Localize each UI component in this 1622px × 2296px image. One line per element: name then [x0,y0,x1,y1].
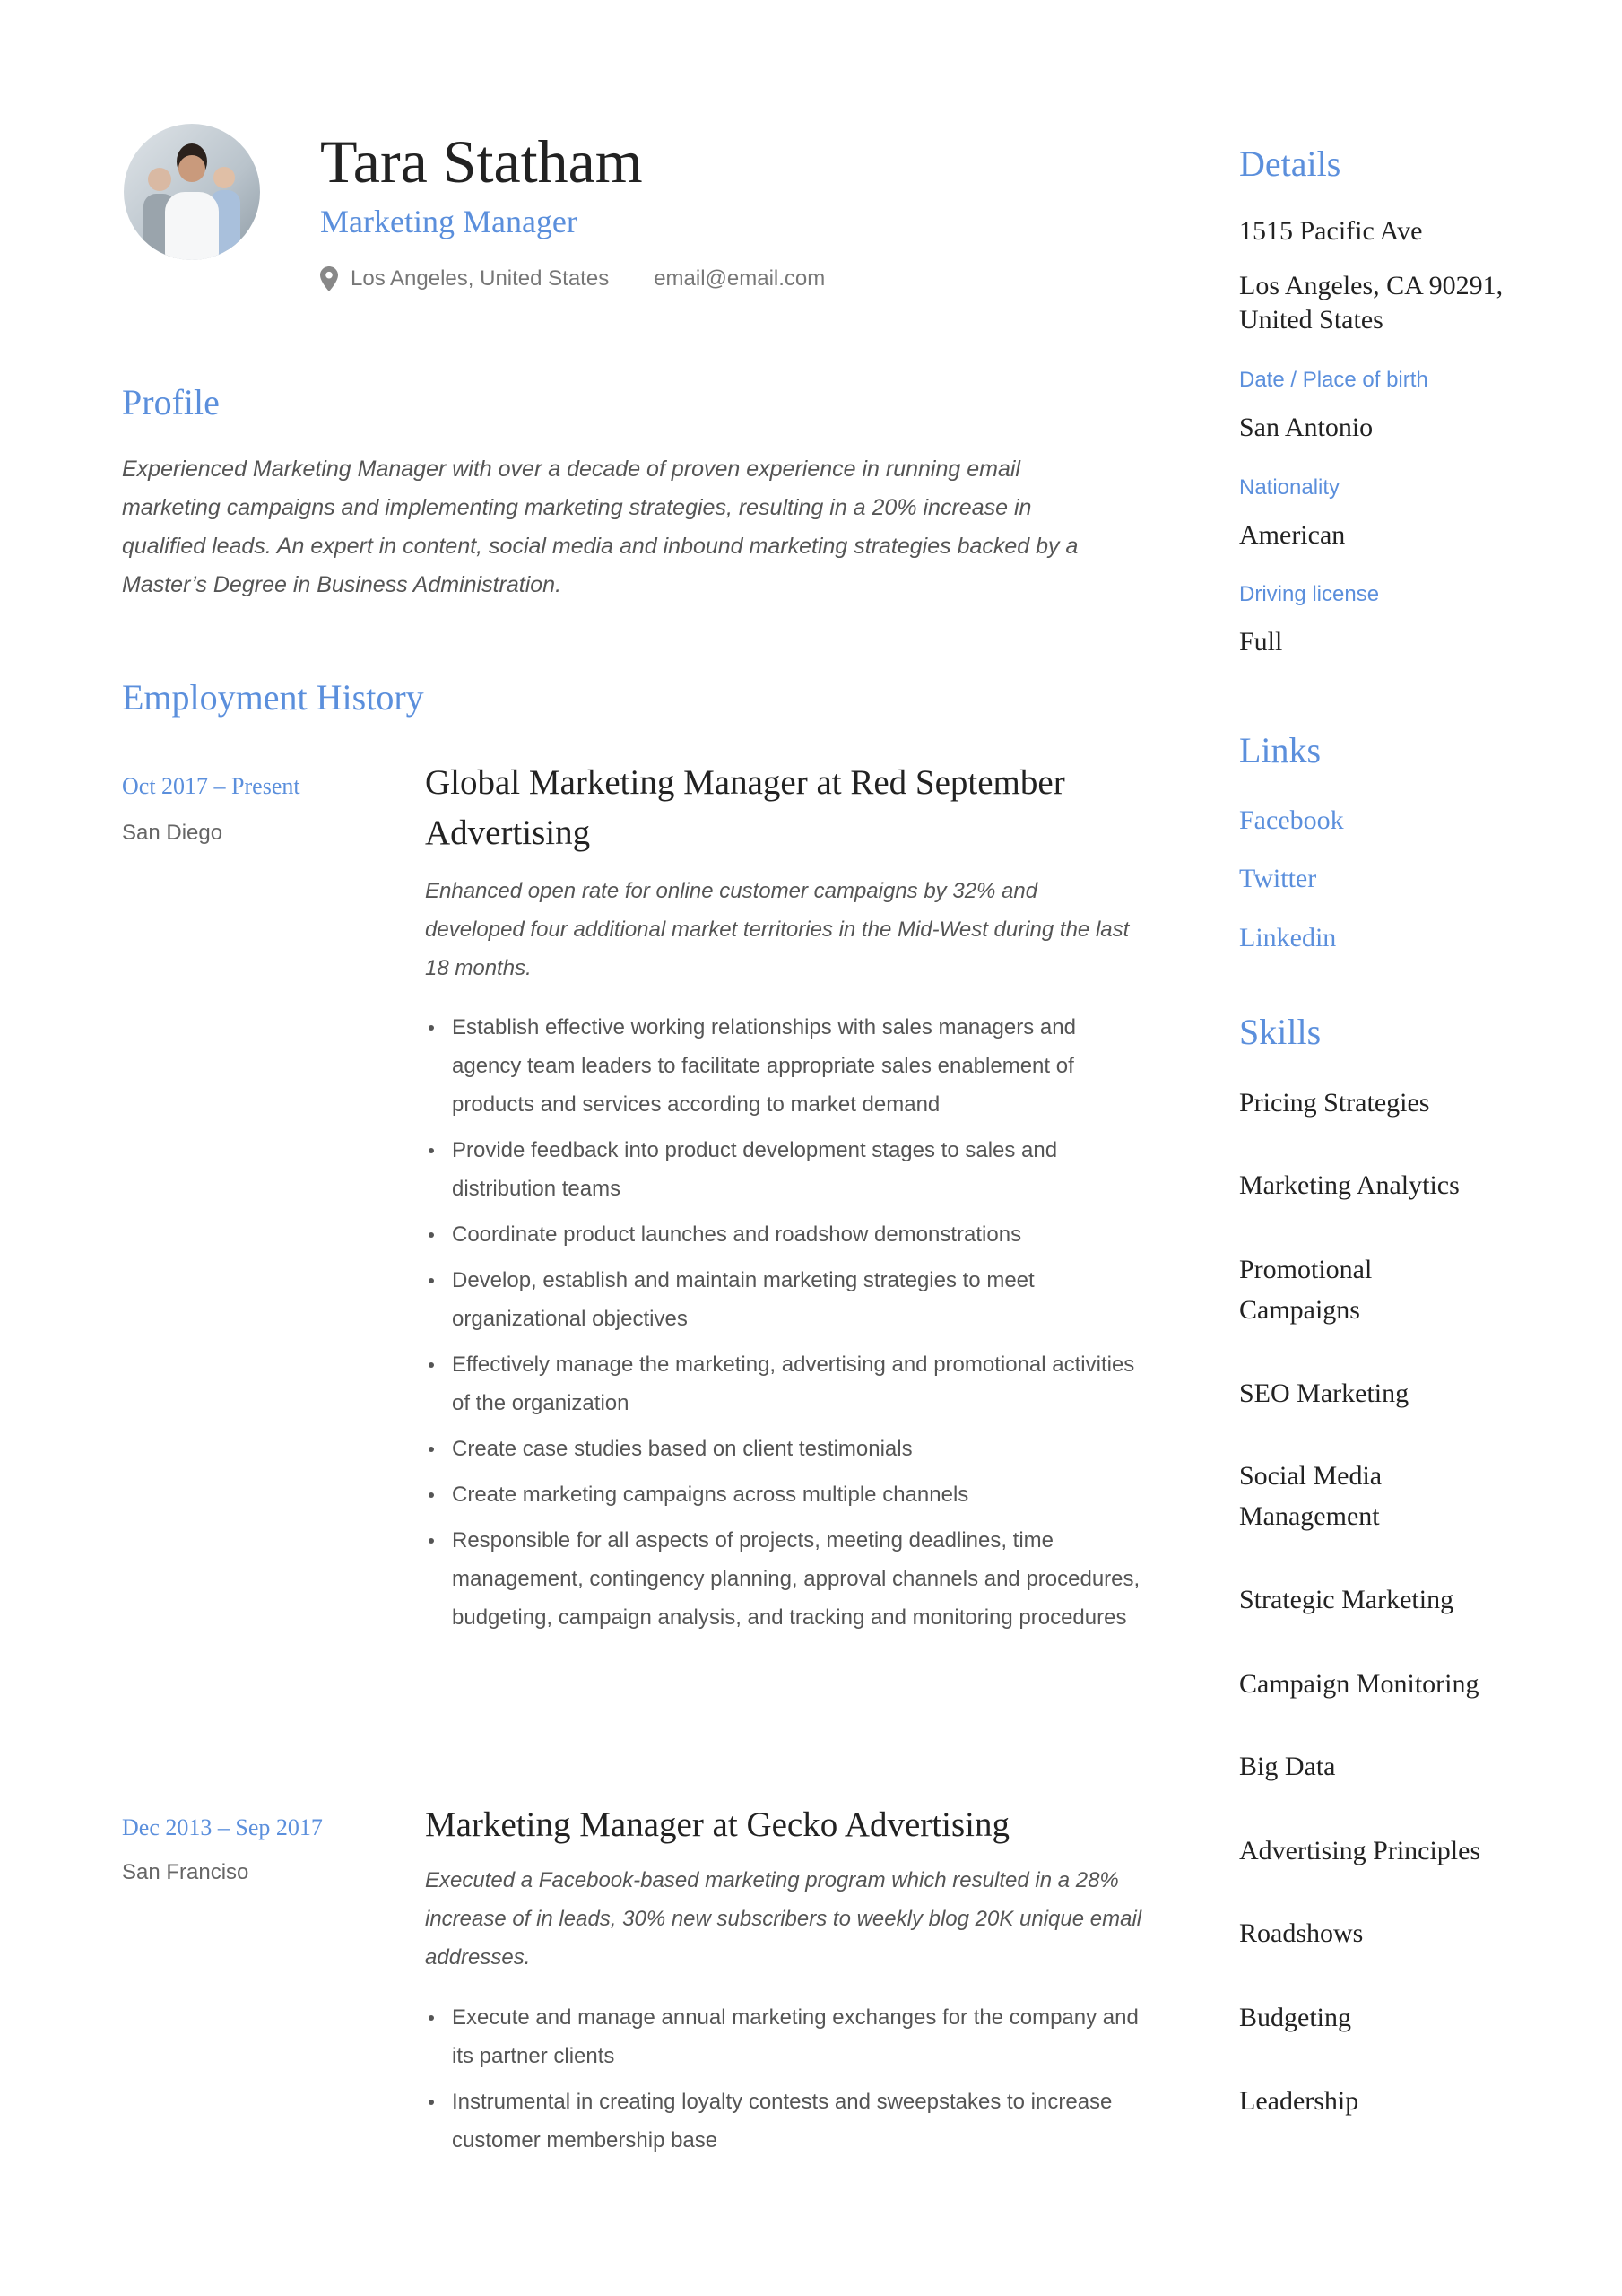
bullet-text: Provide feedback into product development stages to sales and distribution teams [452,1138,1058,1201]
bullet-text: Instrumental in creating loyalty contests and sweepstakes to increase customer membership base [452,2090,1113,2152]
email-text[interactable]: email@email.com [654,266,826,291]
bullet-icon [429,1025,434,1031]
candidate-name: Tara Statham [320,127,643,196]
bullet-icon [429,1362,434,1368]
job-description: Executed a Facebook-based marketing program which resulted in a 28% increase of in leads, 30% new subscribers to weekly blog 20K unique email addresses. [425,1868,1142,1970]
skill-item: Campaign Monitoring [1239,1669,1479,1699]
bullet-icon [429,2100,434,2105]
nationality-value: American [1239,520,1346,550]
bullet-icon [429,1538,434,1544]
job-dates: Dec 2013 – Sep 2017 [122,1814,323,1840]
details-heading: Details [1239,144,1341,184]
list-item [425,1261,1142,1338]
bullet-icon [429,1492,434,1498]
address-line-2: Los Angeles, CA 90291, United States [1239,271,1504,335]
list-item [425,1475,1142,1514]
profile-heading: Profile [122,382,220,422]
contact-row [320,265,825,292]
address-line-1: 1515 Pacific Ave [1239,216,1423,246]
job-bullets [425,1998,1142,2160]
bullet-text: Create marketing campaigns across multiple channels [452,1483,969,1507]
skill-item: Pricing Strategies [1239,1088,1430,1118]
bullet-text: Establish effective working relationships with sales managers and agency team leaders to facilitate appropriate sales enablement of products and services according to market demand [452,1015,1076,1117]
list-item [425,1131,1142,1208]
bullet-icon [429,2015,434,2021]
job-bullets [425,1008,1142,1637]
list-item [425,1521,1142,1637]
birth-label: Date / Place of birth [1239,368,1428,392]
employment-heading: Employment History [122,677,424,718]
job-title: Marketing Manager at Gecko Advertising [425,1805,1010,1844]
skill-item: Strategic Marketing [1239,1585,1454,1614]
skills-heading: Skills [1239,1012,1322,1052]
license-value: Full [1239,627,1283,657]
skill-item: Marketing Analytics [1239,1170,1460,1200]
bullet-icon [429,1278,434,1283]
job-entry [425,1800,1142,2167]
location-text: Los Angeles, United States [351,266,610,291]
job-entry [425,758,1142,1644]
bullet-text: Develop, establish and maintain marketing strategies to meet organizational objectives [452,1268,1035,1331]
license-label: Driving license [1239,582,1380,606]
job-dates: Oct 2017 – Present [122,773,300,799]
link-linkedin[interactable]: Linkedin [1239,923,1337,952]
skill-item: Big Data [1239,1752,1336,1781]
list-item [425,1998,1142,2075]
list-item [425,2083,1142,2160]
links-heading: Links [1239,730,1322,770]
birth-value: San Antonio [1239,413,1374,442]
bullet-text: Execute and manage annual marketing exchanges for the company and its partner clients [452,2005,1139,2068]
bullet-icon [429,1447,434,1452]
nationality-label: Nationality [1239,475,1340,500]
skill-item: Advertising Principles [1239,1836,1481,1866]
profile-photo [124,124,260,260]
list-item [425,1345,1142,1422]
skill-item: SEO Marketing [1239,1378,1409,1408]
bullet-text: Coordinate product launches and roadshow demonstrations [452,1222,1022,1247]
link-twitter[interactable]: Twitter [1239,864,1317,893]
skill-item: Budgeting [1239,2003,1351,2032]
skill-item: Promotional Campaigns [1239,1255,1373,1325]
bullet-icon [429,1232,434,1238]
job-title: Global Marketing Manager at Red September Advertising [425,763,1065,852]
profile-summary: Experienced Marketing Manager with over a decade of proven experience in running email marketing campaigns and implementing marketing strategies, resulting in a 20% increase in qualified leads. An expert in content, social media and inbound marketing strategies backed by a Master’s Degree in Business Administration. [122,457,1079,597]
job-description: Enhanced open rate for online customer campaigns by 32% and developed four additional market territories in the Mid-West during the last 18 months. [425,879,1130,980]
skill-item: Social Media Management [1239,1461,1383,1531]
skill-item: Leadership [1239,2086,1359,2116]
bullet-text: Effectively manage the marketing, advertising and promotional activities of the organization [452,1352,1135,1415]
bullet-icon [429,1148,434,1153]
location-pin-icon [320,266,338,291]
bullet-text: Create case studies based on client testimonials [452,1437,913,1461]
bullet-text: Responsible for all aspects of projects, meeting deadlines, time management, contingency planning, approval channels and procedures, budgeting, campaign analysis, and tracking and monitoring procedures [452,1528,1141,1630]
job-location: San Franciso [122,1860,249,1884]
link-facebook[interactable]: Facebook [1239,805,1344,835]
list-item [425,1215,1142,1254]
list-item [425,1430,1142,1468]
candidate-job-title: Marketing Manager [320,204,577,239]
skill-item: Roadshows [1239,1918,1364,1948]
list-item [425,1008,1142,1124]
avatar [124,124,260,260]
job-location: San Diego [122,821,223,845]
